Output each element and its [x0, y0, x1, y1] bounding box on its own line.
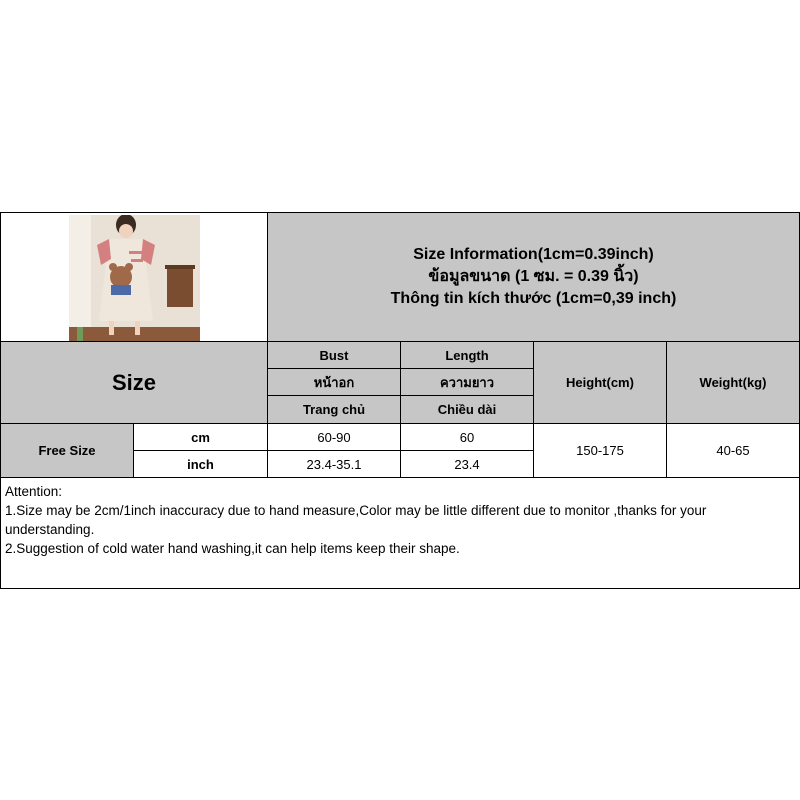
weight-value: 40-65 [666, 423, 800, 478]
bust-inch-value: 23.4-35.1 [267, 450, 401, 478]
length-header-vi: Chiều dài [400, 395, 534, 424]
product-image-cell [0, 212, 268, 342]
length-inch-value: 23.4 [400, 450, 534, 478]
height-value: 150-175 [533, 423, 667, 478]
header-line-english: Size Information(1cm=0.39inch) [413, 246, 654, 263]
attention-notes [0, 477, 800, 589]
bust-header-vi: Trang chủ [267, 395, 401, 424]
size-info-header [267, 212, 800, 342]
bust-cm-value: 60-90 [267, 423, 401, 451]
bust-header-th: หน้าอก [267, 368, 401, 396]
size-column-header: Size [0, 341, 268, 424]
notes-title: Attention: [5, 484, 63, 499]
height-header: Height(cm) [533, 341, 667, 424]
notes-line-2: 2.Suggestion of cold water hand washing,it can help items keep their shape. [5, 541, 460, 556]
weight-header: Weight(kg) [666, 341, 800, 424]
unit-inch-label: inch [133, 450, 268, 478]
header-line-thai: ข้อมูลขนาด (1 ซม. = 0.39 นิ้ว) [428, 268, 639, 285]
length-header-en: Length [400, 341, 534, 369]
size-chart [0, 212, 800, 589]
free-size-label: Free Size [0, 423, 134, 478]
header-line-vietnamese: Thông tin kích thước (1cm=0,39 inch) [390, 290, 677, 307]
nightgown-photo-icon [69, 215, 200, 341]
bust-header-en: Bust [267, 341, 401, 369]
notes-line-1: 1.Size may be 2cm/1inch inaccuracy due to hand measure,Color may be little different due to monitor ,thanks for your understanding. [5, 503, 707, 537]
length-cm-value: 60 [400, 423, 534, 451]
length-header-th: ความยาว [400, 368, 534, 396]
unit-cm-label: cm [133, 423, 268, 451]
